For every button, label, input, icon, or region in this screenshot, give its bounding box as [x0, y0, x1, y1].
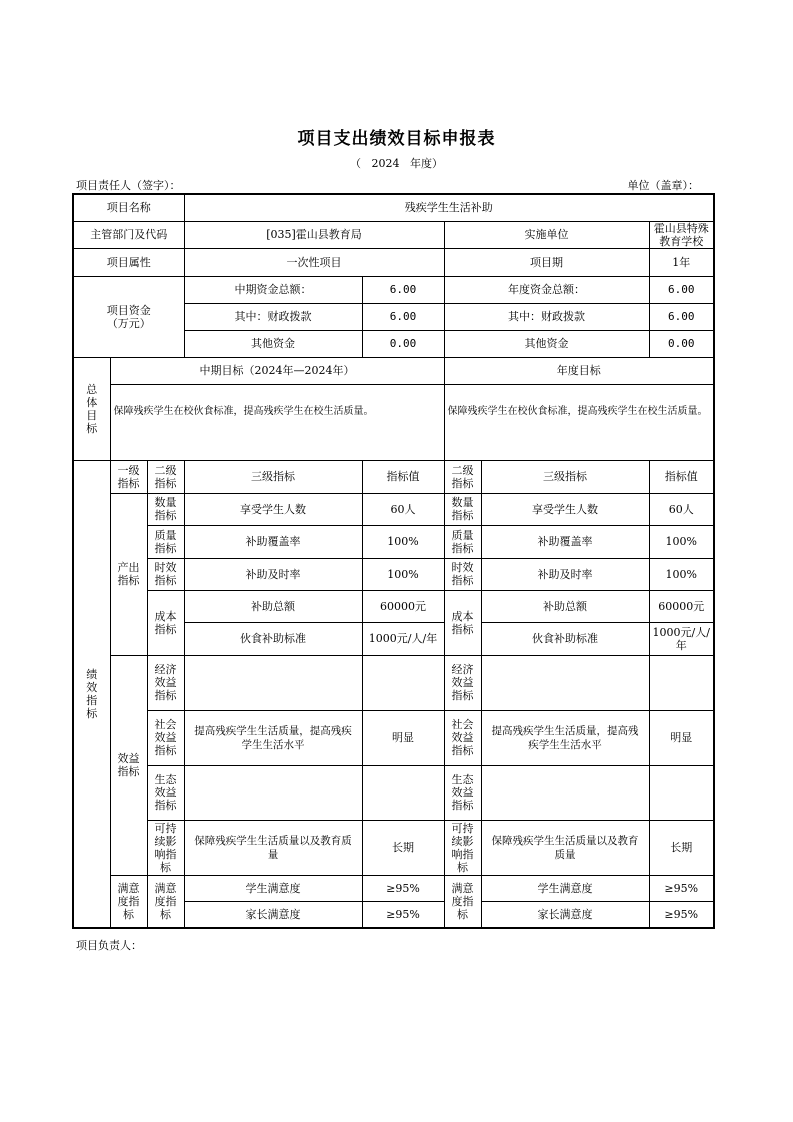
- quality-name-mid: 补助覆盖率: [184, 525, 362, 558]
- timeliness-label-year: 时效 指标: [444, 558, 481, 590]
- value-header-year: 指标值: [649, 460, 714, 493]
- level2-header-mid: 二级 指标: [147, 460, 184, 493]
- ecological-label-year: 生态 效益 指标: [444, 765, 481, 820]
- project-lead-label: 项目负责人：: [76, 939, 142, 952]
- page-title: 项目支出绩效目标申报表: [297, 129, 496, 149]
- economic-label-year: 经济 效益 指标: [444, 655, 481, 710]
- meal-standard-value-year: 1000元/人/ 年: [649, 622, 714, 655]
- social-name-year: 提高残疾学生生活质量，提高残 疾学生生活水平: [481, 710, 649, 765]
- project-name-value: 残疾学生生活补助: [184, 194, 714, 221]
- quality-value-mid: 100%: [362, 525, 444, 558]
- ecological-name-mid: [184, 765, 362, 820]
- attribute-label: 项目属性: [73, 248, 184, 276]
- fiscal-year: （ 2024 年度）: [350, 157, 443, 170]
- social-name-mid: 提高残疾学生生活质量，提高残疾 学生生活水平: [184, 710, 362, 765]
- period-value: 1年: [649, 248, 714, 276]
- social-label-mid: 社会 效益 指标: [147, 710, 184, 765]
- student-satisfaction-name-year: 学生满意度: [481, 875, 649, 901]
- social-value-mid: 明显: [362, 710, 444, 765]
- mid-goal-header: 中期目标（2024年—2024年）: [110, 357, 444, 384]
- mid-other-value: 0.00: [362, 330, 444, 357]
- sustainable-name-mid: 保障残疾学生生活质量以及教育质 量: [184, 820, 362, 875]
- impl-unit-value: 霍山县特殊教育学校: [649, 221, 714, 248]
- mid-goal-text: 保障残疾学生在校伙食标准，提高残疾学生在校生活质量。: [110, 384, 444, 460]
- parent-satisfaction-name-year: 家长满意度: [481, 901, 649, 928]
- quality-label-year: 质量 指标: [444, 525, 481, 558]
- timeliness-value-year: 100%: [649, 558, 714, 590]
- impl-unit-label: 实施单位: [444, 221, 649, 248]
- parent-satisfaction-value-mid: ≥95%: [362, 901, 444, 928]
- mid-total-value: 6.00: [362, 276, 444, 303]
- project-name-label: 项目名称: [73, 194, 184, 221]
- level2-header-year: 二级 指标: [444, 460, 481, 493]
- year-other-value: 0.00: [649, 330, 714, 357]
- economic-value-year: [649, 655, 714, 710]
- level3-header-mid: 三级指标: [184, 460, 362, 493]
- student-satisfaction-value-year: ≥95%: [649, 875, 714, 901]
- unit-seal-label: 单位（盖章）：: [627, 179, 699, 192]
- annual-goal-header: 年度目标: [444, 357, 714, 384]
- satisfaction-l1-label: 满意 度指 标: [110, 875, 147, 928]
- year-total-label: 年度资金总额：: [444, 276, 649, 303]
- quantity-label-mid: 数量 指标: [147, 493, 184, 525]
- overall-goal-label: 总 体 目 标: [73, 357, 110, 460]
- period-label: 项目期: [444, 248, 649, 276]
- social-value-year: 明显: [649, 710, 714, 765]
- quality-name-year: 补助覆盖率: [481, 525, 649, 558]
- mid-other-label: 其他资金: [184, 330, 362, 357]
- quality-value-year: 100%: [649, 525, 714, 558]
- sustainable-value-year: 长期: [649, 820, 714, 875]
- mid-fiscal-label: 其中：财政拨款: [184, 303, 362, 330]
- timeliness-label-mid: 时效 指标: [147, 558, 184, 590]
- value-header-mid: 指标值: [362, 460, 444, 493]
- department-label: 主管部门及代码: [73, 221, 184, 248]
- performance-goal-form: [72, 193, 715, 929]
- quantity-label-year: 数量 指标: [444, 493, 481, 525]
- level3-header-year: 三级指标: [481, 460, 649, 493]
- mid-total-label: 中期资金总额：: [184, 276, 362, 303]
- sustainable-label-mid: 可持 续影 响指 标: [147, 820, 184, 875]
- quantity-name-year: 享受学生人数: [481, 493, 649, 525]
- benefit-indicator-label: 效益 指标: [110, 655, 147, 875]
- ecological-label-mid: 生态 效益 指标: [147, 765, 184, 820]
- economic-label-mid: 经济 效益 指标: [147, 655, 184, 710]
- department-value: [035]霍山县教育局: [184, 221, 444, 248]
- annual-goal-text: 保障残疾学生在校伙食标准，提高残疾学生在校生活质量。: [444, 384, 714, 460]
- quantity-value-year: 60人: [649, 493, 714, 525]
- cost-total-value-mid: 60000元: [362, 590, 444, 622]
- funds-label: 项目资金 （万元）: [73, 276, 184, 357]
- year-total-value: 6.00: [649, 276, 714, 303]
- performance-indicators-label: 绩 效 指 标: [73, 460, 110, 928]
- ecological-value-mid: [362, 765, 444, 820]
- satisfaction-l2-label-mid: 满意 度指 标: [147, 875, 184, 928]
- sustainable-name-year: 保障残疾学生生活质量以及教育 质量: [481, 820, 649, 875]
- year-fiscal-value: 6.00: [649, 303, 714, 330]
- parent-satisfaction-value-year: ≥95%: [649, 901, 714, 928]
- satisfaction-l2-label-year: 满意 度指 标: [444, 875, 481, 928]
- mid-fiscal-value: 6.00: [362, 303, 444, 330]
- cost-label-year: 成本 指标: [444, 590, 481, 655]
- meal-standard-value-mid: 1000元/人/年: [362, 622, 444, 655]
- quantity-name-mid: 享受学生人数: [184, 493, 362, 525]
- parent-satisfaction-name-mid: 家长满意度: [184, 901, 362, 928]
- timeliness-value-mid: 100%: [362, 558, 444, 590]
- ecological-value-year: [649, 765, 714, 820]
- attribute-value: 一次性项目: [184, 248, 444, 276]
- year-other-label: 其他资金: [444, 330, 649, 357]
- social-label-year: 社会 效益 指标: [444, 710, 481, 765]
- cost-total-name-year: 补助总额: [481, 590, 649, 622]
- sustainable-value-mid: 长期: [362, 820, 444, 875]
- quality-label-mid: 质量 指标: [147, 525, 184, 558]
- timeliness-name-year: 补助及时率: [481, 558, 649, 590]
- meal-standard-name-mid: 伙食补助标准: [184, 622, 362, 655]
- timeliness-name-mid: 补助及时率: [184, 558, 362, 590]
- economic-name-mid: [184, 655, 362, 710]
- meal-standard-name-year: 伙食补助标准: [481, 622, 649, 655]
- output-indicator-label: 产出 指标: [110, 493, 147, 655]
- sustainable-label-year: 可持 续影 响指 标: [444, 820, 481, 875]
- year-fiscal-label: 其中：财政拨款: [444, 303, 649, 330]
- economic-name-year: [481, 655, 649, 710]
- level1-header: 一级 指标: [110, 460, 147, 493]
- responsible-person-label: 项目责任人（签字）：: [76, 179, 181, 192]
- cost-label-mid: 成本 指标: [147, 590, 184, 655]
- economic-value-mid: [362, 655, 444, 710]
- quantity-value-mid: 60人: [362, 493, 444, 525]
- student-satisfaction-name-mid: 学生满意度: [184, 875, 362, 901]
- ecological-name-year: [481, 765, 649, 820]
- cost-total-value-year: 60000元: [649, 590, 714, 622]
- student-satisfaction-value-mid: ≥95%: [362, 875, 444, 901]
- cost-total-name-mid: 补助总额: [184, 590, 362, 622]
